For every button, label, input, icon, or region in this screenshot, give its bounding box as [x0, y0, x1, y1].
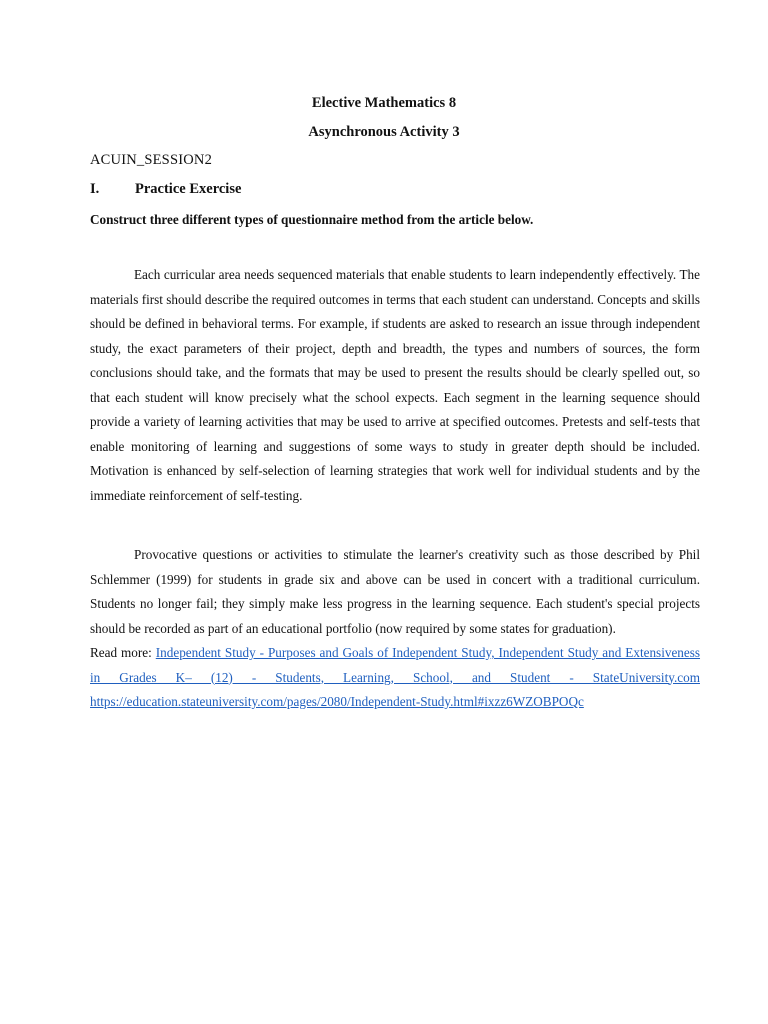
source-url-link[interactable]: https://education.stateuniversity.com/pages/2080/Independent-Study.html#ixzz6WZOBPOQc — [90, 694, 584, 709]
read-more-label: Read more: — [90, 645, 156, 660]
section-heading — [90, 181, 241, 198]
section-title: Practice Exercise — [135, 181, 242, 197]
article-paragraph-2: Provocative questions or activities to stimulate the learner's creativity such as those described by Phil Schlemmer (1999) for students in grade six and above can be used in concert with a traditional curriculum. Students no longer fail; they simply make less progress in the learning sequence. Each student's special projects should be recorded as part of an educational portfolio (now required by some states for graduation). — [90, 547, 700, 636]
read-more — [90, 641, 700, 715]
article-paragraph-1: Each curricular area needs sequenced materials that enable students to learn independently effectively. The materials first should describe the required outcomes in terms that each student can understand. Concepts and skills should be defined in behavioral terms. For example, if students are asked to research an issue through independent study, the exact parameters of their project, depth and breadth, the types and numbers of sources, the form conclusions should take, and the formats that may be used to present the results should be clearly spelled out, so that each student will know precisely what the school expects. Each segment in the learning sequence should provide a variety of learning activities that may be used to arrive at specified outcomes. Pretests and self-tests that enable monitoring of learning and suggestions of some ways to study in greater depth should be included. Motivation is enhanced by self-selection of learning strategies that work well for individual students and by the immediate reinforcement of self-testing. — [90, 267, 700, 503]
section-number: I. — [90, 181, 100, 197]
source-article-link[interactable]: Independent Study - Purposes and Goals of Independent Study, Independent Study and Extensiveness in Grades K– (12) - Students, Learning, School, and Student - StateUniversity.com — [90, 645, 701, 685]
instruction-text: Construct three different types of questionnaire method from the article below. — [90, 212, 534, 227]
document-subtitle: Asynchronous Activity 3 — [308, 124, 460, 140]
document-title: Elective Mathematics 8 — [311, 95, 457, 111]
session-label: ACUIN_SESSION2 — [90, 152, 213, 168]
